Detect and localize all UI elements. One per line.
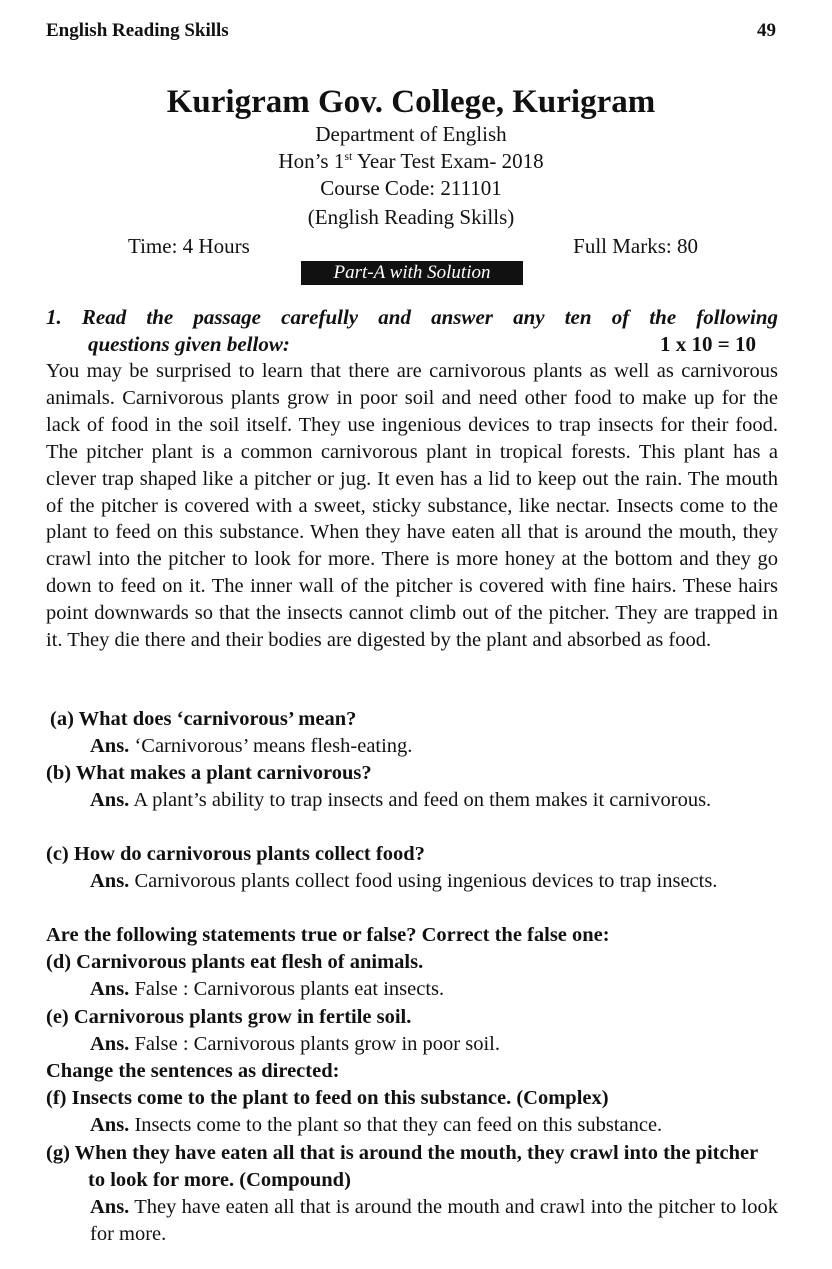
book-title: English Reading Skills (46, 20, 229, 41)
page-number: 49 (757, 20, 776, 41)
full-marks: Full Marks: 80 (573, 234, 698, 258)
answer-b (46, 787, 778, 814)
ans-label: Ans. (90, 978, 130, 1000)
ans-label: Ans. (90, 735, 130, 757)
question-g-text: (g) When they have eaten all that is around the mouth, they crawl into the pitcher to look for more. (Compound) (46, 1142, 758, 1191)
question-b (46, 760, 778, 814)
reading-passage: You may be surprised to learn that there are carnivorous plants as well as carnivorous animals. Carnivorous plants grow in poor soil and need other food to make up for the lack of food in the soil itself. They use ingenious devices to trap insects for their food. The pitcher plant is a common carnivorous plant in tropical forests. This plant has a clever trap shaped like a pitcher or jug. It even has a lid to keep out the rain. The mouth of the pitcher is covered with a sweet, sticky substance, like nectar. Insects come to the plant to feed on this substance. When they have eaten all that is around the mouth, they crawl into the pitcher to look for more. There is more honey at the bottom and they go down to feed on it. The inner wall of the pitcher is covered with fine hairs. These hairs point downwards so that the insects cannot climb out of the pitcher. They are trapped in it. They die there and their bodies are digested by the plant and absorbed as food. (46, 360, 778, 652)
answer-f (46, 1112, 778, 1139)
answer-d (46, 976, 778, 1003)
true-false-heading: Are the following statements true or false? Correct the false one: (46, 924, 610, 946)
answer-d-text: False : Carnivorous plants eat insects. (134, 978, 445, 1000)
question-a-text: (a) What does ‘carnivorous’ mean? (50, 708, 357, 730)
question-marks: 1 x 10 = 10 (660, 332, 756, 356)
exam-title (0, 149, 822, 174)
course-code: Course Code: 211101 (320, 176, 502, 200)
question-c-text: (c) How do carnivorous plants collect food? (46, 843, 425, 865)
part-banner: Part-A with Solution (301, 261, 523, 285)
question-d (46, 949, 778, 1003)
answer-e-text: False : Carnivorous plants grow in poor soil. (134, 1033, 500, 1055)
exam-title-pre: Hon’s 1 (278, 149, 345, 173)
question-c (46, 841, 778, 895)
question-a (50, 706, 782, 760)
answer-g-text: They have eaten all that is around the mouth and crawl into the pitcher to look for more. (90, 1196, 778, 1245)
question-instruction-row (88, 331, 756, 358)
ans-label: Ans. (90, 1033, 130, 1055)
answer-a-text: ‘Carnivorous’ means flesh-eating. (134, 735, 413, 757)
college-title: Kurigram Gov. College, Kurigram (166, 84, 656, 120)
answer-f-text: Insects come to the plant so that they can feed on this substance. (134, 1114, 663, 1136)
question-d-text: (d) Carnivorous plants eat flesh of animals. (46, 951, 424, 973)
question-f-text: (f) Insects come to the plant to feed on this substance. (Complex) (46, 1087, 609, 1109)
time-marks-row (128, 234, 698, 259)
time-allowed: Time: 4 Hours (128, 234, 250, 258)
exam-title-sup: st (344, 149, 353, 163)
subject: (English Reading Skills) (307, 205, 515, 229)
department: Department of English (315, 122, 507, 146)
question-instruction-cont: questions given bellow: (88, 332, 290, 356)
question-instruction: 1. Read the passage carefully and answer any ten of the following (46, 305, 778, 329)
exam-title-post: Year Test Exam- 2018 (352, 149, 544, 173)
question-e (46, 1004, 778, 1058)
change-sentences-heading: Change the sentences as directed: (46, 1060, 340, 1082)
ans-label: Ans. (90, 1114, 130, 1136)
ans-label: Ans. (90, 870, 130, 892)
answer-c-text: Carnivorous plants collect food using ingenious devices to trap insects. (134, 870, 718, 892)
question-e-text: (e) Carnivorous plants grow in fertile soil. (46, 1006, 412, 1028)
question-g (46, 1140, 778, 1248)
answer-a (50, 733, 782, 760)
answer-c (46, 868, 778, 895)
running-header (46, 20, 776, 42)
ans-label: Ans. (90, 1196, 130, 1218)
question-f (46, 1085, 778, 1139)
ans-label: Ans. (90, 789, 130, 811)
answer-g (46, 1194, 778, 1248)
answer-e (46, 1031, 778, 1058)
question-b-text: (b) What makes a plant carnivorous? (46, 762, 372, 784)
answer-b-text: A plant’s ability to trap insects and feed on them makes it carnivorous. (133, 789, 712, 811)
